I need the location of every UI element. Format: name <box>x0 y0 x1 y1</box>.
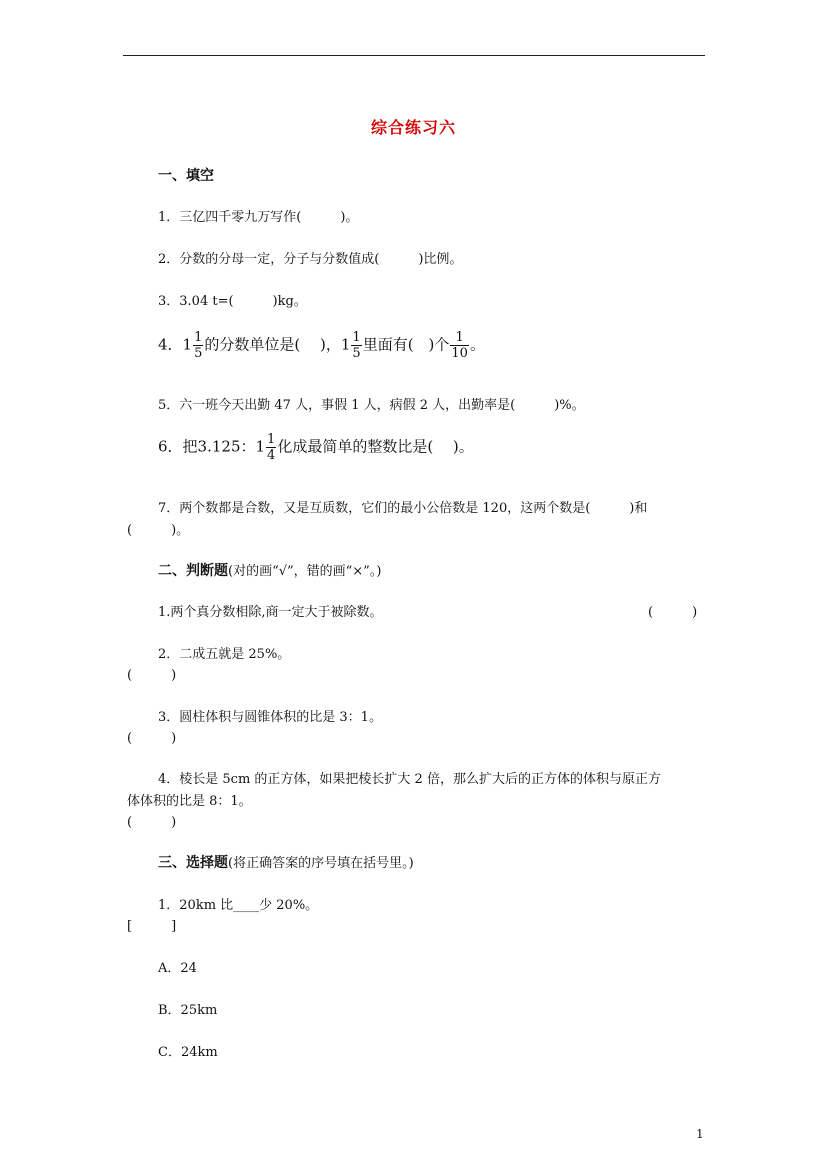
section-heading-judge <box>158 560 381 580</box>
section-heading-choice <box>158 852 414 872</box>
fill-question-5: 5．六一班今天出勤 47 人，事假 1 人，病假 2 人，出勤率是( )%。 <box>158 398 585 413</box>
fill-question-7-line-1: 7．两个数都是合数，又是互质数，它们的最小公倍数是 120，这两个数是( )和 <box>158 501 648 516</box>
fraction-one-fifth-2 <box>351 330 361 361</box>
judge-question-4-line-1: 4．棱长是 5cm 的正方体，如果把棱长扩大 2 倍，那么扩大后的正方体的体积与原正方 <box>158 772 661 787</box>
section-note: (对的画“√”，错的画“×”。) <box>228 564 382 579</box>
q4-tail: 。 <box>469 335 485 354</box>
q4-middle-1: 的分数单位是( )，1 <box>204 335 351 354</box>
q6-tail: 化成最简单的整数比是( )。 <box>277 437 474 456</box>
choice-question-1: 1．20km 比____少 20%。 <box>158 898 319 913</box>
fill-question-4 <box>158 330 485 361</box>
fraction-denominator: 4 <box>267 448 276 463</box>
judge-question-2: 2．二成五就是 25%。 <box>158 647 291 662</box>
judge-answer-paren-4: ( ) <box>127 815 177 830</box>
judge-question-4-line-2: 体体积的比是 8：1。 <box>127 794 252 809</box>
q6-lead: 6．把3.125：1 <box>158 437 266 456</box>
fraction-denominator: 5 <box>194 346 203 361</box>
fraction-numerator: 1 <box>450 330 469 346</box>
page-number: 1 <box>696 1127 704 1141</box>
fraction-denominator: 10 <box>451 346 468 361</box>
fill-question-1: 1．三亿四千零九万写作( )。 <box>158 210 359 225</box>
section-heading-fill <box>158 165 214 185</box>
fraction-one-tenth <box>450 330 469 361</box>
fill-question-2: 2．分数的分母一定，分子与分数值成( )比例。 <box>158 252 463 267</box>
q4-lead: 4．1 <box>158 335 193 354</box>
judge-question-3: 3．圆柱体积与圆锥体积的比是 3：1。 <box>158 710 382 725</box>
choice-option-c: C．24km <box>158 1045 218 1060</box>
fill-question-7-line-2: ( )。 <box>127 523 190 538</box>
fraction-numerator: 1 <box>267 432 276 447</box>
choice-option-a: A．24 <box>158 961 197 976</box>
fill-question-3: 3．3.04 t=( )kg。 <box>158 294 307 309</box>
choice-option-b: B．25km <box>158 1003 218 1018</box>
judge-answer-paren-3: ( ) <box>127 731 177 746</box>
fraction-denominator: 5 <box>352 346 361 361</box>
choice-answer-bracket: [ ] <box>127 919 177 934</box>
section-heading-text: 二、判断题 <box>158 563 228 579</box>
fraction-one-fourth <box>266 432 276 463</box>
section-note: (将正确答案的序号填在括号里。) <box>228 856 414 871</box>
judge-question-1: 1.两个真分数相除,商一定大于被除数。 <box>158 605 383 620</box>
judge-answer-paren-1: ( ) <box>648 605 698 620</box>
page-title: 综合练习六 <box>370 118 456 137</box>
fraction-numerator: 1 <box>194 330 203 345</box>
section-heading-text: 三、选择题 <box>158 855 228 871</box>
fraction-numerator: 1 <box>352 330 361 345</box>
q4-middle-2: 里面有( )个 <box>362 335 450 354</box>
fraction-one-fifth <box>193 330 203 361</box>
fill-question-6 <box>158 432 474 463</box>
header-rule <box>123 55 705 56</box>
section-heading-text: 一、填空 <box>158 168 214 184</box>
judge-answer-paren-2: ( ) <box>127 668 177 683</box>
